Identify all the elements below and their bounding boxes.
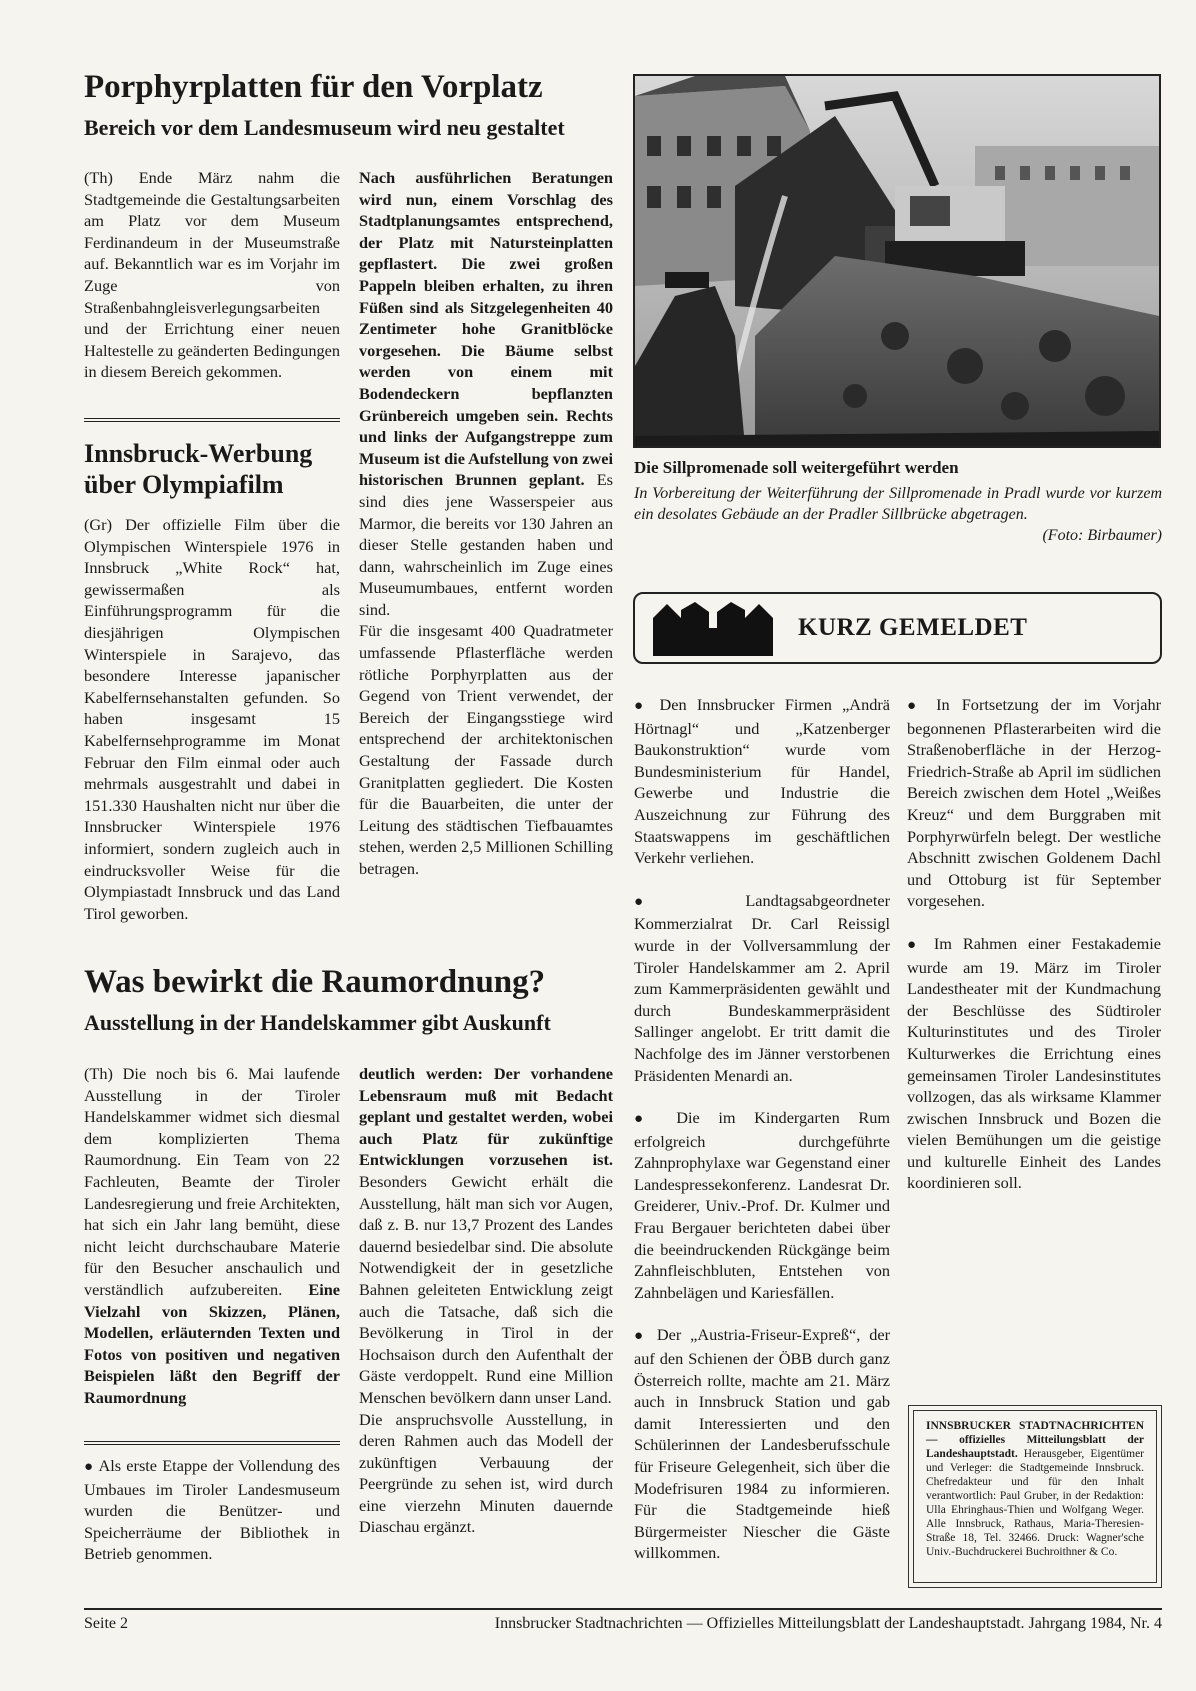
article2-text: (Gr) Der offizielle Film über die Olympischen Winterspiele 1976 in Innsbruck „White Rock“ hat, gewissermaßen als Einführungsprogramm für die diesjährigen Olympischen Winterspiele in Sarajevo, das besondere Interesse japanischer Kabelfernsehanstalten gefunden. So haben insgesamt 15 Kabelfernsehprogramme im Monat Februar den Film einmal oder auch mehrmals ausgestrahlt und dabei in 151.330 Haushalten nicht nur über die Innsbrucker Winterspiele 1976 informiert, sondern zugleich auch in eindrucksvoller Weise für die Olympiastadt Innsbruck und das Land Tirol geworben. [84, 515, 340, 923]
bullet-icon: ● [907, 936, 923, 953]
kurz-item [634, 694, 890, 869]
article3-headline: Was bewirkt die Raumordnung? [84, 964, 546, 1000]
article1-headline: Porphyrplatten für den Vorplatz [84, 69, 543, 105]
article1-col2-paragraph [359, 167, 613, 620]
kurz-item [634, 1324, 890, 1564]
article3-column-2 [359, 1063, 613, 1538]
museum-notice [84, 1455, 340, 1565]
kurz-item [634, 1107, 890, 1303]
museum-notice-paragraph [84, 1455, 340, 1565]
article3-col2-paragraph-2: Die anspruchsvolle Ausstellung, in deren Rahmen auch das Modell der zukünftigen Verbauung der Peergründe zu sehen ist, wird durch eine vierzehn Minuten dauernde Diaschau ergänzt. [359, 1409, 613, 1537]
article2-headline: Innsbruck-Werbung über Olympiafilm [84, 439, 313, 499]
museum-notice-text: Als erste Etappe der Vollendung des Umbaues im Tiroler Landesmuseum wurden die Benützer- und Speicherräume der Bibliothek in Betrieb genommen. [84, 1456, 340, 1564]
city-logo-icon [653, 602, 773, 656]
kurz-item-text: Landtagsabgeordneter Kommerzialrat Dr. Carl Reissigl wurde in der Vollversammlung der Tiroler Handelskammer am 2. April zum Kammerpräsidenten gewählt und durch Bundeskammerpräsident Sallinger angelobt. Er tritt damit die Nachfolge des im Jänner verstorbenen Präsidenten Menardi an. [634, 890, 890, 1085]
article3-col2-bold: deutlich werden: Der vorhandene Lebensraum muß mit Bedacht geplant und gestaltet werden, wobei auch Platz für zukünftige Entwicklungen vorzusehen ist. [359, 1064, 613, 1170]
article3-col1-paragraph [84, 1063, 340, 1409]
bullet-icon: ● [634, 893, 693, 910]
photo-caption-text: In Vorbereitung der Weiterführung der Sillpromenade in Pradl wurde vor kurzem ein desolates Gebäude an der Pradler Sillbrücke abgetragen. [634, 485, 1162, 523]
kurz-gemeldet-heading: KURZ GEMELDET [798, 614, 1028, 641]
article3-col1-bold: Eine Vielzahl von Skizzen, Plänen, Modellen, erläuternden Texten und Fotos von positiven und negativen Beispielen läßt den Begriff der Raumordnung [84, 1279, 340, 1407]
column-divider [84, 1441, 340, 1445]
article1-subheadline: Bereich vor dem Landesmuseum wird neu gestaltet [84, 115, 565, 140]
demolition-photo [633, 74, 1161, 448]
footer-masthead: Innsbrucker Stadtnachrichten — Offizielles Mitteilungsblatt der Landeshauptstadt. Jahrgang 1984, Nr. 4 [494, 1615, 1162, 1632]
article3-subheadline: Ausstellung in der Handelskammer gibt Auskunft [84, 1010, 551, 1035]
impressum-text: Herausgeber, Eigentümer und Verleger: die Stadtgemeinde Innsbruck. Chefredakteur und für den Inhalt verantwortlich: Paul Gruber, in der Redaktion: Ulla Ehringhaus-Thien und Wolfgang Weger. Alle Innsbruck, Rathaus, Maria-Theresien-Straße 18, Tel. 32466. Druck: Wagner'sche Univ.-Buchdruckerei Buchroithner & Co. [926, 1448, 1144, 1558]
kurz-gemeldet-header [633, 592, 1162, 664]
demolition-photo-image [635, 76, 1159, 446]
page-number: Seite 2 [84, 1615, 128, 1632]
bullet-icon: ● [84, 1459, 95, 1475]
article3-col1-text: (Th) Die noch bis 6. Mai laufende Ausstellung in der Tiroler Handelskammer widmet sich diesmal dem komplizierten Thema Raumordnung. Ein Team von 22 Fachleuten, Beamte der Tiroler Landesregierung und freie Architekten, hat sich ein Jahr lang bemüht, diese nicht leicht durchschaubare Materie für den Besucher anschaulich und verständlich aufzubereiten. [84, 1064, 340, 1299]
article2-body [84, 514, 340, 924]
article3-column-1 [84, 1063, 340, 1409]
kurz-item [907, 933, 1161, 1194]
article3-col2-paragraph [359, 1063, 613, 1409]
bullet-icon: ● [634, 1111, 658, 1128]
kurz-item [634, 890, 890, 1086]
kurz-item-text: Den Innsbrucker Firmen „Andrä Hörtnagl“ und „Katzenberger Baukonstruktion“ wurde vom Bundesministerium für Handel, Gewerbe und Industrie die Auszeichnung zur Führung des Staatswappens im geschäftlichen Verkehr verliehen. [634, 695, 890, 868]
impressum [913, 1410, 1157, 1583]
bullet-icon: ● [634, 1328, 648, 1345]
column-divider [84, 418, 340, 422]
impressum-title: INNSBRUCKER STADTNACHRICHTEN — offizielles Mitteilungsblatt der Landeshauptstadt. [926, 1420, 1144, 1460]
article1-col1-text: (Th) Ende März nahm die Stadtgemeinde die Gestaltungsarbeiten am Platz vor dem Museum Ferdinandeum in der Museumstraße auf. Bekanntlich war es im Vorjahr im Zuge von Straßenbahngleisverlegungsarbeiten und der Errichtung einer neuen Haltestelle zu geänderten Bedingungen in diesem Bereich gekommen. [84, 168, 340, 382]
article1-column-2 [359, 167, 613, 880]
kurz-item-text: Die im Kindergarten Rum erfolgreich durchgeführte Zahnprophylaxe war Gegenstand einer Landespressekonferenz. Landesrat Dr. Greiderer, Univ.-Prof. Dr. Kulmer und Frau Bergauer berichteten dabei über die beeindruckenden Rückgänge beim Zahnfleischbluten, Entstehen von Zahnbelägen und Kariesfällen. [634, 1108, 890, 1302]
footer-rule [84, 1608, 1162, 1610]
article3-col2-rest: Besonders Gewicht erhält die Ausstellung, hält man sich vor Augen, daß z. B. nur 13,7 Prozent des Landes dauernd besiedelbar sind. Die absolute Notwendigkeit der in gesetzliche Bahnen geleiteten Entwicklung zeigt auch die Tatsache, daß sich die Bevölkerung in Tirol in der Hochsaison durch den Aufenthalt der Gäste verdoppelt. Rund eine Million Menschen bevölkern dann unser Land. [359, 1171, 613, 1407]
kurz-column-1 [634, 694, 890, 1564]
photo-caption [634, 483, 1162, 546]
impressum-box [908, 1405, 1162, 1588]
kurz-item-text: Der „Austria-Friseur-Expreß“, der auf den Schienen der ÖBB durch ganz Österreich rollte, machte am 21. März auch in Innsbruck Station und gab damit Interessierten und den Schülerinnen der Landesberufsschule für Friseure Gelegenheit, sich über die Modefrisuren 1984 zu informieren. Für die Stadtgemeinde hieß Bürgermeister Niescher die Gäste willkommen. [634, 1325, 890, 1563]
article1-col2-rest: Es sind dies jene Wasserspeier aus Marmor, die bereits vor 130 Jahren an dieser Stelle gestanden haben und dann, wahrscheinlich im Zuge eines Museumumbaues, entfernt worden sind. [359, 470, 613, 619]
kurz-item [907, 694, 1161, 912]
article1-column-1 [84, 167, 340, 383]
bullet-icon: ● [634, 698, 650, 714]
bullet-icon: ● [907, 698, 925, 714]
kurz-item-text: Im Rahmen einer Festakademie wurde am 19. März im Tiroler Landestheater mit der Kundmachung der Beschlüsse des Südtiroler Kulturinstitutes und des Tiroler Kulturwerkes die Errichtung eines gemeinsamen Tiroler Landesinstitutes vollzogen, das als wirksame Klammer zwischen Innsbruck und Bozen die vielen Bemühungen um die geistige und kulturelle Einheit des Landes koordinieren soll. [907, 933, 1162, 1193]
article1-col2-bold: Nach ausführlichen Beratungen wird nun, einem Vorschlag des Stadtplanungsamtes entsprechend, der Platz mit Natursteinplatten gepflastert. Die zwei großen Pappeln bleiben erhalten, zu ihren Füßen sind als Sitzgelegenheiten 40 Zentimeter hohe Granitblöcke vorgesehen. Die Bäume selbst werden von einem mit Bodendeckern bepflanzten Grünbereich umgeben sein. Rechts und links der Aufgangstreppe zum Museum ist die Aufstellung von zwei historischen Brunnen geplant. [359, 168, 613, 490]
article1-col2-paragraph-2: Für die insgesamt 400 Quadratmeter umfassende Pflasterfläche werden rötliche Porphyrplatten aus der Gegend von Trient verwendet, der Bereich der Eingangsstiege wird entsprechend der architektonischen Gestaltung der Fassade durch Granitplatten gegliedert. Die Kosten für die Bauarbeiten, die unter der Leitung des städtischen Tiefbauamtes stehen, werden 2,5 Millionen Schilling betragen. [359, 621, 613, 878]
kurz-column-2 [907, 694, 1161, 1194]
kurz-item-text: In Fortsetzung der im Vorjahr begonnenen Pflasterarbeiten wird die Straßenoberfläche in der Herzog-Friedrich-Straße ab April im südlichen Bereich zwischen dem Hotel „Weißes Kreuz“ und dem Burggraben mit Porphyrwürfeln belegt. Der westliche Abschnitt zwischen Goldenem Dachl und Ottoburg ist für September vorgesehen. [907, 695, 1162, 911]
photo-caption-title: Die Sillpromenade soll weitergeführt werden [634, 458, 959, 477]
photo-credit: (Foto: Birbaumer) [1042, 527, 1162, 544]
